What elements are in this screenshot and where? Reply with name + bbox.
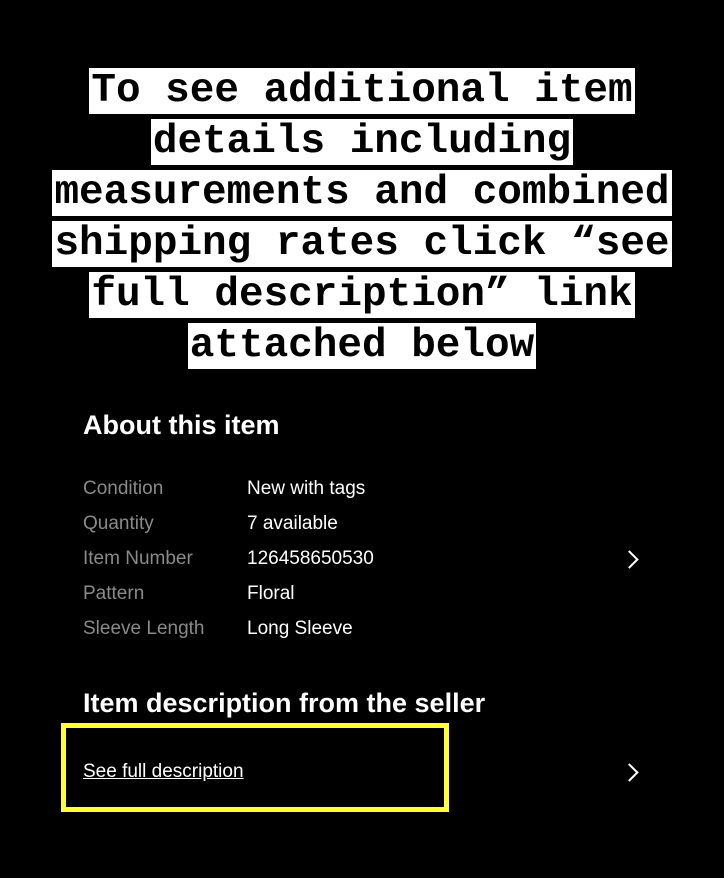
spec-label: Pattern bbox=[83, 583, 145, 604]
overlay-line bbox=[0, 321, 724, 372]
about-item-title: About this item bbox=[83, 410, 280, 440]
spec-row-pattern bbox=[83, 580, 653, 615]
spec-value: 126458650530 bbox=[247, 548, 374, 569]
overlay-line bbox=[0, 168, 724, 219]
overlay-text: measurements and combined bbox=[54, 170, 670, 216]
overlay-text: To see additional item bbox=[91, 68, 633, 114]
overlay-text: details including bbox=[152, 119, 572, 165]
spec-label: Condition bbox=[83, 478, 164, 499]
item-specifics bbox=[83, 475, 653, 650]
spec-row-sleeve-length bbox=[83, 615, 653, 650]
overlay-line bbox=[0, 219, 724, 270]
see-full-description-link[interactable]: See full description bbox=[83, 761, 244, 782]
overlay-line bbox=[0, 117, 724, 168]
spec-row-item-number[interactable] bbox=[83, 545, 653, 580]
overlay-line bbox=[0, 270, 724, 321]
spec-label: Sleeve Length bbox=[83, 618, 205, 639]
instruction-overlay bbox=[0, 66, 724, 372]
spec-value: Long Sleeve bbox=[247, 618, 353, 639]
overlay-line bbox=[0, 66, 724, 117]
overlay-text: full description” link bbox=[91, 272, 633, 318]
spec-label: Quantity bbox=[83, 513, 154, 534]
spec-row-quantity bbox=[83, 510, 653, 545]
overlay-text: shipping rates click “see bbox=[54, 221, 670, 267]
spec-value: 7 available bbox=[247, 513, 338, 534]
overlay-text: attached below bbox=[189, 323, 535, 369]
chevron-right-icon[interactable] bbox=[620, 763, 638, 781]
spec-label: Item Number bbox=[83, 548, 193, 569]
item-description-title: Item description from the seller bbox=[83, 688, 486, 718]
spec-row-condition bbox=[83, 475, 653, 510]
spec-value: New with tags bbox=[247, 478, 366, 499]
spec-value: Floral bbox=[247, 583, 295, 604]
